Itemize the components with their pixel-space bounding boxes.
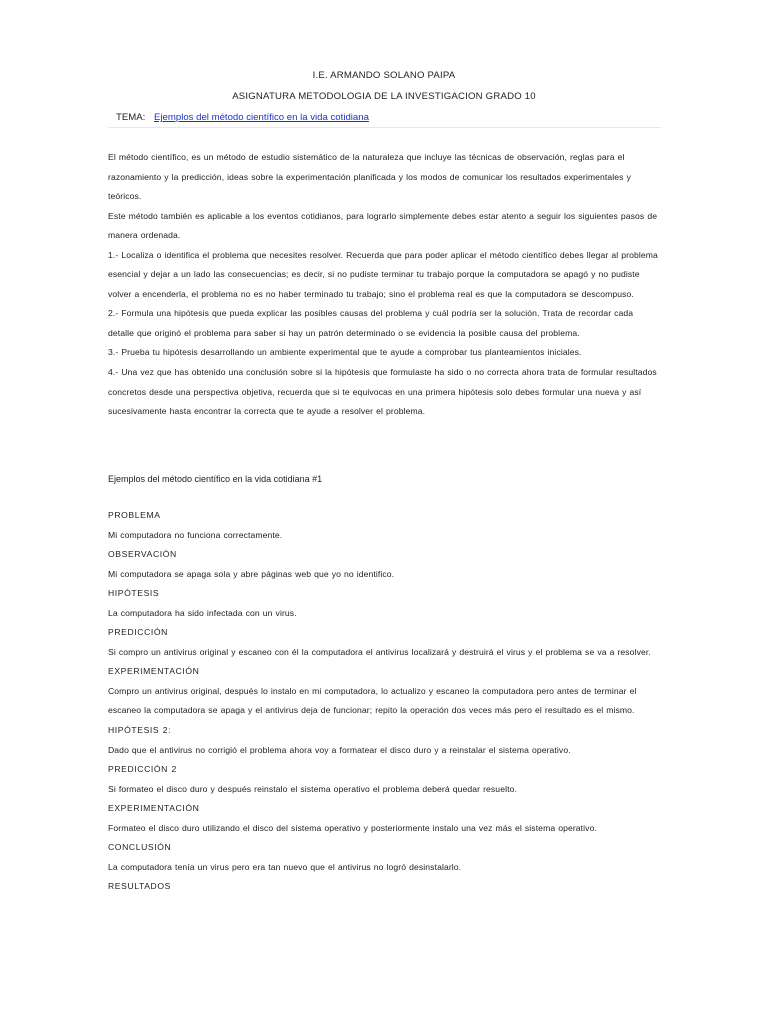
- example-label: HIPÓTESIS: [108, 588, 160, 599]
- divider: [108, 127, 661, 128]
- example-label: PREDICCIÓN 2: [108, 764, 177, 775]
- example-label: EXPERIMENTACIÓN: [108, 803, 200, 814]
- subject-title: ASIGNATURA METODOLOGIA DE LA INVESTIGACION GRADO 10: [232, 91, 536, 102]
- example-list: [108, 506, 661, 897]
- example-label: EXPERIMENTACIÓN: [108, 666, 200, 677]
- example-label: HIPÓTESIS 2:: [108, 725, 172, 736]
- example-text: La computadora tenía un virus pero era tan nuevo que el antivirus no logró desinstalarlo.: [108, 861, 462, 872]
- example-label: OBSERVACIÓN: [108, 549, 177, 560]
- step-2: 2.- Formula una hipótesis que pueda explicar las posibles causas del problema y cuál podría ser la solución. Trata de recordar cada detalle que originó el problema para saber si hay un patrón determinado o se evidencia la posible causa del problema.: [108, 308, 634, 338]
- step-1: 1.- Localiza o identifica el problema que necesites resolver. Recuerda que para poder aplicar el método científico debes llegar al problema esencial y dejar a un lado las consecuencias; es decir, si no pudiste terminar tu trabajo porque la computadora se apagó y no pudiste volver a encenderla, el problema no es no haber terminado tu trabajo; sino el problema real es que la computadora se descompuso.: [108, 249, 658, 299]
- step-4: 4.- Una vez que has obtenido una conclusión sobre si la hipótesis que formulaste ha sido o no correcta ahora trata de formular resultados concretos desde una perspectiva objetiva, recuerda que si te equivocas en una primera hipótesis solo debes formular una nueva y así sucesivamente hasta encontrar la correcta que te ayude a resolver el problema.: [108, 367, 657, 417]
- example-text: Mi computadora no funciona correctamente.: [108, 529, 283, 540]
- example-text: Si compro un antivirus original y escaneo con él la computadora el antivirus localizará y destruirá el virus y el problema se va a resolver.: [108, 646, 651, 657]
- example-text: Mi computadora se apaga sola y abre páginas web que yo no identifico.: [108, 568, 395, 579]
- tema-link[interactable]: Ejemplos del método científico en la vida cotidiana: [154, 112, 369, 123]
- school-name: I.E. ARMANDO SOLANO PAIPA: [312, 70, 456, 81]
- step-3: 3.- Prueba tu hipótesis desarrollando un ambiente experimental que te ayude a comprobar tus planteamientos iniciales.: [108, 347, 582, 358]
- example-text: Formateo el disco duro utilizando el disco del sistema operativo y posteriormente instalo una vez más el sistema operativo.: [108, 822, 597, 833]
- example-text: Si formateo el disco duro y después reinstalo el sistema operativo el problema deberá quedar resuelto.: [108, 783, 517, 794]
- example-label: RESULTADOS: [108, 881, 171, 892]
- example-text: Dado que el antivirus no corrigió el problema ahora voy a formatear el disco duro y a reinstalar el sistema operativo.: [108, 744, 571, 755]
- example-label: CONCLUSIÓN: [108, 842, 172, 853]
- example-label: PROBLEMA: [108, 510, 161, 520]
- example-text: Compro un antivirus original, después lo instalo en mi computadora, lo actualizo y escaneo la computadora pero antes de terminar el escaneo la computadora se apaga y el antivirus deja de funcionar; repito la operación dos veces más pero el resultado es el mismo.: [108, 685, 637, 716]
- intro-paragraph: Este método también es aplicable a los eventos cotidianos, para lograrlo simplemente debes estar atento a seguir los siguientes pasos de manera ordenada.: [108, 210, 658, 241]
- example-text: La computadora ha sido infectada con un virus.: [108, 607, 297, 618]
- example-label: PREDICCIÓN: [108, 627, 168, 638]
- example-heading: Ejemplos del método científico en la vida cotidiana #1: [108, 474, 323, 484]
- tema-label: TEMA:: [116, 112, 146, 123]
- intro-paragraph: El método científico, es un método de estudio sistemático de la naturaleza que incluye las técnicas de observación, reglas para el razonamiento y la predicción, ideas sobre la experimentación planificada y los modos de comunicar los resultados experimentales y teóricos.: [108, 152, 631, 202]
- intro-section: [108, 148, 661, 422]
- tema-row: [116, 112, 369, 123]
